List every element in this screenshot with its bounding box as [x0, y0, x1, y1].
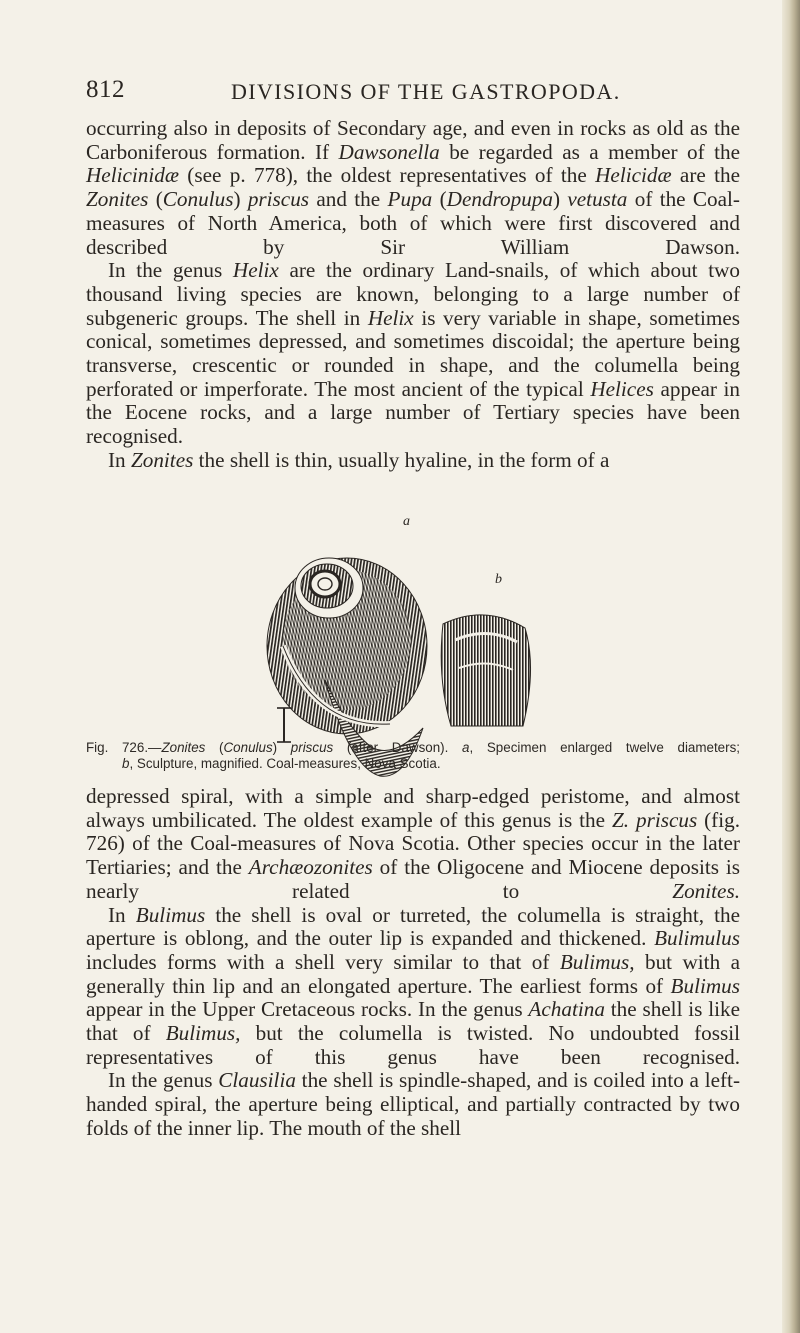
- italic-term: Achatina: [528, 997, 605, 1022]
- caption-b-text: , Sculpture, magnified. Coal-measures, Nova Scotia.: [129, 756, 441, 771]
- text-run: the shell is thin, usually hyaline, in the form of a: [193, 447, 610, 472]
- italic-term: Helicinidæ: [86, 163, 179, 188]
- italic-term: Helix: [232, 258, 279, 283]
- text-run: appear in the Upper Cretaceous rocks. In the genus: [86, 997, 529, 1022]
- text-run: be regarded as a member of the: [439, 139, 740, 164]
- page-header: [86, 76, 726, 110]
- italic-term: Bulimus,: [559, 949, 635, 974]
- italic-term: Zonites: [130, 447, 194, 472]
- text-run: (: [148, 187, 163, 212]
- text-run: In the genus: [108, 1068, 219, 1093]
- italic-term: Z. priscus: [611, 807, 698, 832]
- italic-term: Dawsonella: [338, 139, 440, 164]
- figure-caption: [86, 740, 740, 772]
- italic-term: Zonites.: [672, 878, 740, 903]
- italic-term: Bulimus: [135, 902, 206, 927]
- italic-term: Zonites: [86, 187, 149, 212]
- scale-mark: [277, 708, 291, 742]
- text-block-top: [86, 117, 740, 473]
- paragraph: [86, 785, 740, 904]
- italic-term: Helicidæ: [595, 163, 672, 188]
- page-edge-shadow: [782, 0, 800, 1333]
- text-run: includes forms with a shell very similar to that of: [86, 949, 560, 974]
- caption-line-1: Fig. 726.—Zonites (Conulus) priscus (after Dawson). a, Specimen enlarged twelve diameters;: [86, 740, 741, 755]
- text-run: are the: [671, 163, 740, 188]
- italic-term: Archæozonites: [248, 855, 373, 880]
- italic-term: Helices: [590, 376, 654, 401]
- italic-term: Conulus: [162, 187, 234, 212]
- caption-b-label: b: [122, 756, 130, 771]
- paragraph: [86, 117, 740, 259]
- italic-term: priscus: [247, 187, 310, 212]
- text-run: ): [233, 187, 248, 212]
- italic-term: Dendropupa: [446, 187, 553, 212]
- caption-subgenus: Conulus: [223, 740, 273, 755]
- running-title: DIVISIONS OF THE GASTROPODA.: [231, 79, 621, 104]
- italic-term: Pupa: [387, 187, 433, 212]
- text-run: of the Coal-measures of North America, both of which were first discovered and described by Sir William Dawson.: [86, 187, 740, 259]
- figure-label-a: a: [403, 514, 410, 529]
- text-block-bottom: [86, 785, 740, 1141]
- paragraph: [86, 449, 740, 473]
- text-run: (see p. 778), the oldest representatives of the: [178, 163, 596, 188]
- italic-term: vetusta: [567, 187, 628, 212]
- shell-specimen-b: [441, 615, 530, 726]
- italic-term: Bulimus: [670, 973, 740, 998]
- italic-term: Helix: [367, 305, 414, 330]
- paragraph: [86, 259, 740, 449]
- italic-term: Clausilia: [218, 1068, 296, 1093]
- figure-label-b: b: [495, 572, 502, 587]
- text-run: but the columella is twisted. No undoubted fossil representatives of this genus have been recognised.: [86, 1021, 741, 1069]
- text-run: depressed spiral, with a simple and sharp-edged peristome, and almost always umbilicated. The oldest example of this genus is the: [86, 784, 740, 832]
- text-run: (: [432, 187, 447, 212]
- paragraph: [86, 1069, 740, 1140]
- text-run: and the: [309, 187, 388, 212]
- caption-genus: Zonites: [161, 740, 206, 755]
- caption-a-text: , Specimen enlarged twelve diameters;: [469, 740, 741, 755]
- paragraph: [86, 904, 740, 1070]
- text-run: occurring also in deposits of Secondary age, and even in rocks as old as the Carboniferous formation. If: [86, 116, 740, 164]
- caption-a-label: a: [462, 740, 470, 755]
- text-run: ): [552, 187, 568, 212]
- text-run: the shell is like that of: [86, 997, 740, 1046]
- text-run: (fig. 726) of the Coal-measures of Nova Scotia. Other species occur in the later Tertiaries; and the: [86, 807, 741, 880]
- text-run: the shell is spindle-shaped, and is coiled into a left-handed spiral, the aperture being elliptical, and partially contracted by two folds of the inner lip. The mouth of the shell: [86, 1068, 740, 1140]
- italic-term: Bulimulus: [654, 926, 740, 951]
- text-run: In: [108, 447, 131, 472]
- page-number: 812: [86, 76, 125, 103]
- caption-source: (after Dawson).: [333, 740, 463, 755]
- caption-line-2: [86, 756, 740, 772]
- caption-prefix: Fig. 726.—: [86, 740, 162, 755]
- text-run: of the Oligocene and Miocene deposits is nearly related to: [86, 855, 740, 903]
- text-run: is very variable in shape, sometimes conical, sometimes depressed, and sometimes discoidal; the aperture being transverse, crescentic or rounded in shape, and the columella being perforated or imperforate. The most ancient of the typical: [86, 305, 740, 401]
- caption-species: priscus: [290, 740, 334, 755]
- text-run: In the genus: [108, 258, 233, 283]
- text-run: In: [108, 902, 136, 927]
- text-run: but with a generally thin lip and an elongated aperture. The earliest forms of: [86, 949, 740, 998]
- text-run: are the ordinary Land-snails, of which about two thousand living species are known, belonging to a large number of subgeneric groups. The shell in: [86, 258, 740, 330]
- text-run: the shell is oval or turreted, the columella is straight, the aperture is oblong, and the outer lip is expanded and thickened.: [86, 902, 740, 951]
- italic-term: Bulimus,: [165, 1021, 241, 1046]
- text-run: appear in the Eocene rocks, and a large number of Tertiary species have been recognised.: [86, 376, 741, 449]
